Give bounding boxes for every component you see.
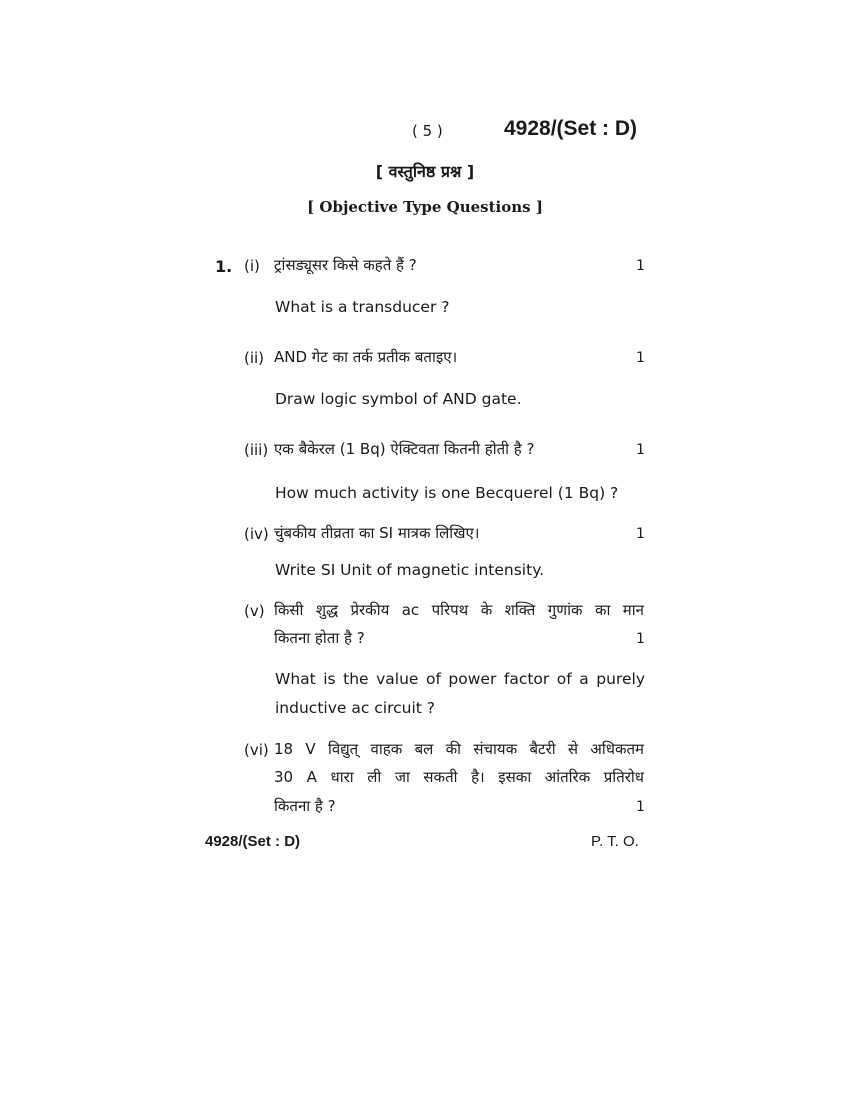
question-text-hindi: AND गेट का तर्क प्रतीक बताइए। (274, 348, 458, 366)
set-title: 4928/(Set : D) (504, 117, 638, 140)
question-text-english: Draw logic symbol of AND gate. (275, 390, 522, 408)
question-text-english: Write SI Unit of magnetic intensity. (275, 561, 545, 579)
sub-label: (vi) (244, 741, 269, 759)
question-text-hindi: 18 V विद्युत् वाहक बल की संचायक बैटरी से अधिकतम (274, 740, 644, 758)
footer-pto: P. T. O. (591, 833, 639, 850)
question-text-hindi: कितना होता है ? (274, 629, 365, 647)
marks: 1 (636, 631, 645, 647)
sub-label: (iii) (244, 441, 269, 459)
marks: 1 (636, 799, 645, 815)
question-text-english: What is the value of power factor of a purely (275, 670, 645, 688)
heading-english: [ Objective Type Questions ] (307, 198, 543, 216)
sub-label: (v) (244, 602, 265, 620)
page-number: ( 5 ) (412, 122, 443, 140)
sub-label: (i) (244, 257, 260, 275)
heading-hindi: [ वस्तुनिष्ठ प्रश्न ] (375, 162, 475, 181)
question-text-hindi: ट्रांसड्यूसर किसे कहते हैं ? (274, 256, 417, 274)
question-number: 1. (215, 257, 233, 276)
question-text-hindi: किसी शुद्ध प्रेरकीय ac परिपथ के शक्ति गुणांक का मान (274, 601, 644, 619)
question-text-english: How much activity is one Becquerel (1 Bq) ? (275, 484, 619, 502)
footer-set-code: 4928/(Set : D) (205, 833, 301, 850)
marks: 1 (636, 350, 645, 366)
sub-label: (iv) (244, 525, 269, 543)
question-text-hindi: 30 A धारा ली जा सकती है। इसका आंतरिक प्रतिरोध (274, 768, 644, 786)
question-text-english: What is a transducer ? (275, 298, 450, 316)
marks: 1 (636, 526, 645, 542)
question-text-english: inductive ac circuit ? (275, 699, 436, 717)
sub-label: (ii) (244, 349, 265, 367)
question-text-hindi: कितना है ? (274, 797, 336, 815)
marks: 1 (636, 442, 645, 458)
question-text-hindi: चुंबकीय तीव्रता का SI मात्रक लिखिए। (274, 524, 480, 542)
question-text-hindi: एक बैकेरल (1 Bq) ऐक्टिवता कितनी होती है ? (274, 440, 535, 458)
marks: 1 (636, 258, 645, 274)
